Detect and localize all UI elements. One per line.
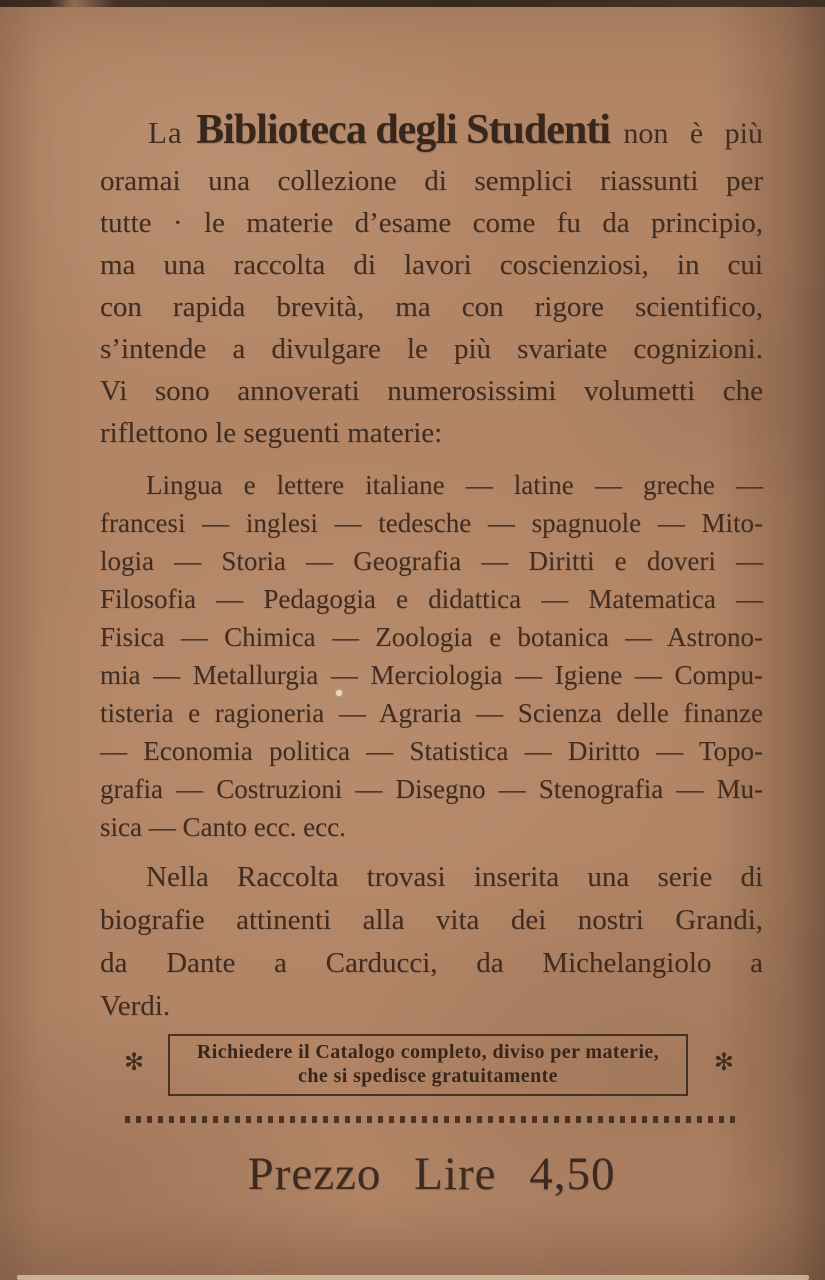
- headline-tail: non è più: [623, 117, 763, 150]
- intro-line: tutte · le materie d’esame come fu da principio,: [100, 207, 763, 239]
- subjects-line: Lingua e lettere italiane — latine — greche —: [146, 470, 763, 500]
- subjects-line: Filosofia — Pedagogia e didattica — Matematica —: [100, 584, 763, 614]
- intro-line: con rapida brevità, ma con rigore scientifico,: [100, 291, 763, 323]
- paper-speck: [336, 690, 342, 696]
- subjects-line: Fisica — Chimica — Zoologia e botanica — Astrono-: [100, 622, 763, 652]
- subjects-line: grafia — Costruzioni — Disegno — Stenografia — Mu-: [100, 774, 763, 804]
- headline-lead: La: [148, 115, 183, 150]
- intro-line: s’intende a divulgare le più svariate cognizioni.: [100, 333, 763, 365]
- catalog-notice-row: [124, 1034, 734, 1096]
- scan-bottom-edge: [17, 1275, 809, 1280]
- intro-line: riflettono le seguenti materie:: [100, 417, 443, 449]
- catalog-notice-line: che si spedisce gratuitamente: [298, 1065, 558, 1087]
- fleuron-icon-left: ✻: [124, 1050, 145, 1076]
- cover-text-block: [100, 0, 763, 1201]
- intro-line: ma una raccolta di lavori coscienziosi, in cui: [100, 249, 763, 281]
- subjects-line: francesi — inglesi — tedesche — spagnuole — Mito-: [100, 508, 763, 538]
- subjects-line: tisteria e ragioneria — Agraria — Scienza delle finanze: [100, 698, 763, 728]
- intro-line: oramai una collezione di semplici riassunti per: [100, 165, 763, 197]
- bio-line: biografie attinenti alla vita dei nostri Grandi,: [100, 904, 763, 936]
- bio-line: da Dante a Carducci, da Michelangiolo a: [100, 947, 763, 979]
- intro-line: Vi sono annoverati numerosissimi volumetti che: [100, 375, 763, 407]
- bio-line: Nella Raccolta trovasi inserita una serie di: [146, 861, 763, 893]
- bio-line: Verdi.: [100, 990, 171, 1022]
- subjects-paragraph: [100, 466, 763, 846]
- subjects-line: logia — Storia — Geografia — Diritti e doveri —: [100, 546, 763, 576]
- biographies-paragraph: [100, 856, 763, 1028]
- dotted-rule: [125, 1116, 741, 1123]
- page-title: Biblioteca degli Studenti: [196, 107, 610, 153]
- subjects-line: sica — Canto ecc. ecc.: [100, 812, 346, 842]
- headline-row: [100, 106, 763, 160]
- catalog-notice-line: Richiedere il Catalogo completo, diviso per materie,: [196, 1041, 660, 1063]
- subjects-line: — Economia politica — Statistica — Diritto — Topo-: [100, 736, 763, 766]
- catalog-notice-box: [168, 1034, 688, 1096]
- intro-paragraph: [100, 106, 763, 454]
- subjects-line: mia — Metallurgia — Merciologia — Igiene — Compu-: [100, 660, 763, 690]
- fleuron-icon-right: ✻: [713, 1050, 734, 1076]
- price-row: [100, 1147, 763, 1201]
- price-text: Prezzo Lire 4,50: [247, 1148, 616, 1200]
